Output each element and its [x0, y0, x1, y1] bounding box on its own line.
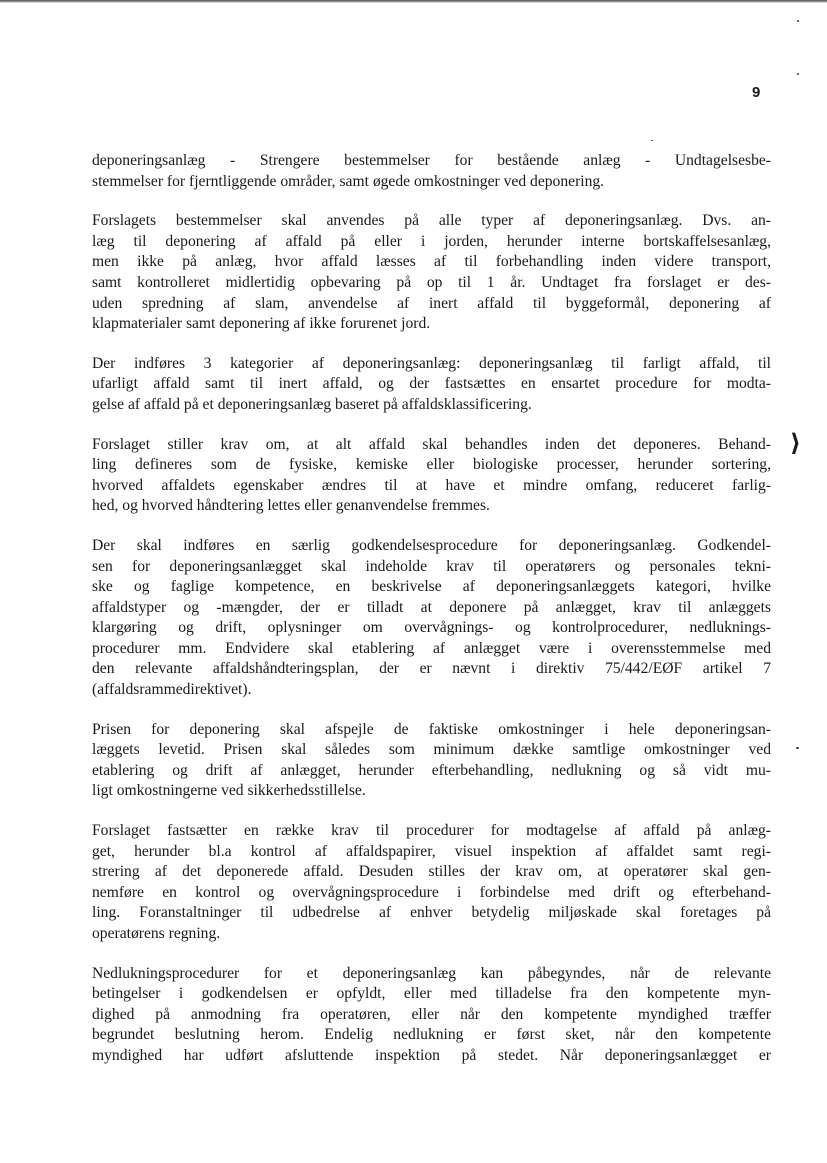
text-line: gelse af affald på et deponeringsanlæg baseret på affaldsklassificering. — [92, 395, 532, 413]
text-line: procedurer mm. Endvidere skal etablering af anlægget være i overensstemmelse med — [92, 639, 771, 657]
text-line: operatørens regning. — [92, 925, 221, 942]
paragraph — [92, 720, 771, 802]
text-line: myndighed har udført afsluttende inspektion på stedet. Når deponeringsanlægget er — [92, 1046, 771, 1064]
text-line: (affaldsrammedirektivet). — [92, 681, 252, 699]
text-line: uden spredning af slam, anvendelse af inert affald til byggeformål, deponering af — [92, 294, 771, 312]
text-line: hvorved affaldets egenskaber ændres til at have et mindre omfang, reduceret farlig- — [92, 476, 771, 494]
text-line: dighed på anmodning fra operatøren, eller når den kompetente myndighed træffer — [92, 1005, 771, 1023]
text-line: klargøring og drift, oplysninger om overvågnings- og kontrolprocedurer, nedluknings- — [92, 619, 771, 637]
text-line: betingelser i godkendelsen er opfyldt, eller med tilladelse fra den kompetente myn- — [92, 985, 771, 1003]
text-line: ufarligt affald samt til inert affald, og der fastsættes en ensartet procedure for modta- — [92, 375, 771, 393]
text-line: sen for deponeringsanlægget skal indeholde krav til operatørers og personales tekni- — [92, 557, 771, 575]
body-text — [92, 151, 771, 1067]
paragraph — [92, 964, 771, 1067]
text-line: begrundet beslutning herom. Endelig nedlukning er først sket, når den kompetente — [92, 1026, 771, 1044]
text-line: ligt omkostningerne ved sikkerhedsstillelse. — [92, 782, 366, 800]
scan-speck — [797, 20, 799, 22]
page-number: 9 — [752, 84, 761, 101]
text-line: get, herunder bl.a kontrol af affaldspapirer, visuel inspektion af affaldet samt regi- — [92, 842, 771, 860]
scan-speck — [797, 73, 799, 75]
scan-edge — [0, 0, 827, 3]
text-line: Nedlukningsprocedurer for et deponeringsanlæg kan påbegyndes, når de relevante — [92, 964, 771, 982]
text-line: den relevante affaldshåndteringsplan, der er nævnt i direktiv 75/442/EØF artikel 7 — [92, 660, 771, 678]
paragraph — [92, 821, 771, 945]
text-line: Forslaget fastsætter en række krav til procedurer for modtagelse af affald på anlæg- — [92, 822, 771, 840]
text-line: Prisen for deponering skal afspejle de faktiske omkostninger i hele deponeringsan- — [92, 720, 771, 738]
text-line: klapmaterialer samt deponering af ikke forurenet jord. — [92, 315, 431, 333]
paragraph — [92, 435, 771, 517]
text-line: ske og faglige kompetence, en beskrivelse af deponeringsanlæggets kategori, hvilke — [92, 578, 771, 596]
text-line: læg til deponering af affald på eller i jorden, herunder interne bortskaffelsesanlæg, — [92, 232, 771, 250]
scan-speck — [796, 747, 799, 749]
paragraph — [92, 536, 771, 701]
text-line: deponeringsanlæg - Strengere bestemmelser for bestående anlæg - Undtagelsesbe- — [92, 152, 771, 169]
text-line: etablering og drift af anlægget, herunder efterbehandling, nedlukning og så vidt mu- — [92, 761, 771, 779]
text-line: strering af det deponerede affald. Desuden stilles der krav om, at operatører skal gen- — [92, 863, 771, 881]
text-line: nemføre en kontrol og overvågningsprocedure i forbindelse med drift og efterbehand- — [92, 883, 771, 901]
margin-bracket-mark: ⟩ — [790, 431, 801, 457]
text-line: Der skal indføres en særlig godkendelsesprocedure for deponeringsanlæg. Godkendel- — [92, 536, 771, 554]
text-line: samt kontrolleret midlertidig opbevaring på op til 1 år. Undtaget fra forslaget er des- — [92, 273, 771, 291]
scan-speck — [651, 140, 653, 141]
text-line: affaldstyper og -mængder, der er tilladt at deponere på anlægget, krav til anlæggets — [92, 598, 771, 616]
paragraph — [92, 211, 771, 335]
text-line: ling defineres som de fysiske, kemiske eller biologiske processer, herunder sortering, — [92, 456, 771, 474]
text-line: ling. Foranstaltninger til udbedrelse af enhver betydelig miljøskade skal foretages på — [92, 904, 771, 922]
text-line: stemmelser for fjerntliggende områder, samt øgede omkostninger ved deponering. — [92, 172, 605, 190]
text-line: Forslagets bestemmelser skal anvendes på alle typer af deponeringsanlæg. Dvs. an- — [92, 212, 771, 230]
text-line: læggets levetid. Prisen skal således som minimum dække samtlige omkostninger ved — [92, 741, 771, 759]
text-line: Der indføres 3 kategorier af deponeringsanlæg: deponeringsanlæg til farligt affald, til — [92, 354, 771, 372]
text-line: hed, og hvorved håndtering lettes eller genanvendelse fremmes. — [92, 497, 490, 515]
text-line: men ikke på anlæg, hvor affald læsses af til forbehandling inden videre transport, — [92, 253, 771, 271]
paragraph — [92, 354, 771, 416]
paragraph — [92, 151, 771, 192]
text-line: Forslaget stiller krav om, at alt affald skal behandles inden det deponeres. Behand- — [92, 435, 771, 453]
